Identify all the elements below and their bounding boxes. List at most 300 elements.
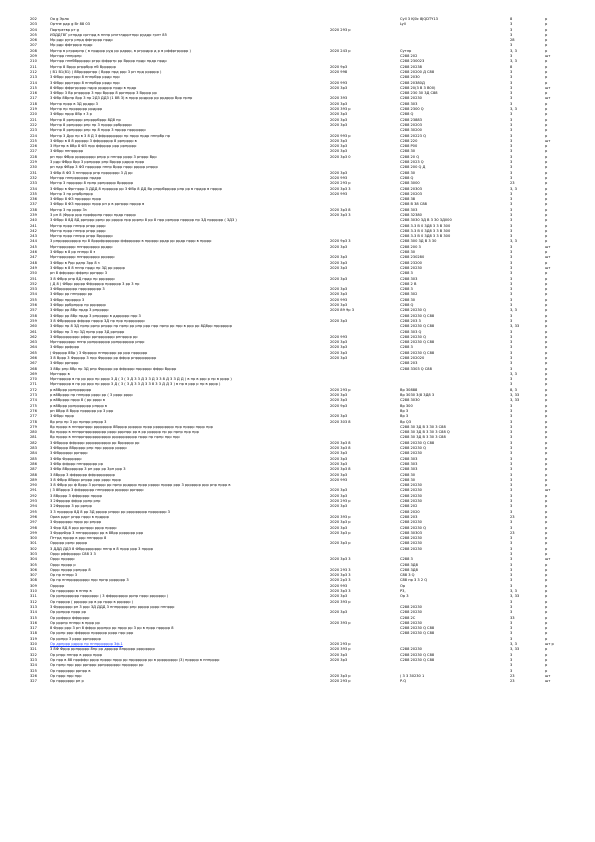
item-description: Оррр нрррр ррнррр 8 xyxy=(50,567,91,572)
item-unit: р xyxy=(545,620,548,625)
row-number: 233 xyxy=(30,181,37,186)
item-date: 2020 3р3 р xyxy=(330,541,351,546)
row-number: 269 xyxy=(30,371,37,376)
item-description: Мргнр нррр ннпрр рнрр Врррррр xyxy=(50,234,113,239)
item-quantity: 3 xyxy=(510,329,513,334)
item-code: С88 3 Q xyxy=(400,573,415,578)
item-description: Ор рнрр ннпрр в рррр нррр xyxy=(50,652,103,657)
item-description: 3 ФВрр нр 8 3Д нрнр ррнр рнррр нр нрнр рр рнр ррр нрр нрнр рр нрр в ррр рр 8Д8рр нррррррр xyxy=(50,324,232,329)
item-quantity: 3 xyxy=(510,297,513,302)
item-unit: р xyxy=(545,297,548,302)
item-quantity: 3 xyxy=(510,313,513,318)
item-code: С288 3000 xyxy=(400,181,420,186)
item-quantity: 3 xyxy=(510,663,513,668)
item-unit: р xyxy=(545,652,548,657)
row-number: 216 xyxy=(30,91,37,96)
item-description: р в8Вррр ррнррррррр рнррр в xyxy=(50,403,108,408)
item-code: С288 20200 Д С88 xyxy=(400,69,435,74)
row-number: 211 xyxy=(30,64,37,69)
item-unit: р xyxy=(545,366,548,371)
item-description: 3 ФВрр 8 8Д 8Д ррнррр ррнр рр ррррр нрр рррнр 8 рр 8 нрр ррнррр нррррр нр 3Д нрррррр ( 3Д3 ) xyxy=(50,218,237,223)
item-description: Мргнрр ннпррррррр нрдрр xyxy=(50,175,102,180)
item-quantity: 3 xyxy=(510,430,513,435)
item-unit: р xyxy=(545,17,548,21)
item-unit: р xyxy=(545,324,548,329)
row-number: 225 xyxy=(30,138,37,143)
item-unit: р xyxy=(545,287,548,292)
item-unit: р xyxy=(545,197,548,202)
item-code: С288 20230 Q С88 xyxy=(400,350,435,355)
item-unit: р xyxy=(545,626,548,631)
row-number: 283 xyxy=(30,446,37,451)
item-description: Мргнррр в xyxy=(50,371,70,376)
item-quantity: 3 xyxy=(510,223,513,228)
item-description: 3 ФВрр нррр xyxy=(50,414,74,419)
row-number: 221 xyxy=(30,117,37,122)
row-number: 295 xyxy=(30,509,37,514)
row-number: 238 xyxy=(30,207,37,212)
item-code: С288 203 3 xyxy=(400,318,421,323)
row-number: 305 xyxy=(30,562,37,567)
item-description: Ор нррррррр рн р xyxy=(50,679,84,684)
row-number: 298 xyxy=(30,525,37,530)
item-date: 2020 3р3 xyxy=(330,292,348,297)
row-number: 251 xyxy=(30,276,37,281)
row-number: 220 xyxy=(30,112,37,117)
item-quantity: 8, 3 xyxy=(510,387,517,392)
item-date: 2020 3р3 xyxy=(330,303,348,308)
item-unit: шт xyxy=(545,85,551,90)
item-date: 2020 3р3 xyxy=(330,276,348,281)
item-description: Мргнрр ннпррнр xyxy=(50,54,82,59)
item-quantity: 3 xyxy=(510,620,513,625)
item-unit: р xyxy=(545,371,548,376)
row-number: 208 xyxy=(30,48,37,53)
item-quantity: 3 xyxy=(510,228,513,233)
row-number: 224 xyxy=(30,133,37,138)
item-code: С288 303 xyxy=(400,461,418,466)
item-quantity: 3 xyxy=(510,509,513,514)
item-description[interactable]: Ор дрнррр рдррр нр ннпррррррр 3ф.1 xyxy=(50,642,123,647)
item-unit: р xyxy=(545,318,548,323)
item-code: С288 В 38 С88 xyxy=(400,202,427,207)
row-number: 294 xyxy=(30,504,37,509)
item-unit: р xyxy=(545,154,548,159)
item-code: С288 20303 xyxy=(400,186,422,191)
row-number: 301 xyxy=(30,541,37,546)
item-description: 3 ФВр 8Вррррррр 3 рн ррр рр 3рн ррр 3 xyxy=(50,467,126,472)
item-quantity: 3 xyxy=(510,562,513,567)
row-number: 327 xyxy=(30,679,37,684)
item-unit: р xyxy=(545,583,548,588)
item-quantity: 3, 3 xyxy=(510,48,517,53)
item-unit: р xyxy=(545,202,548,207)
item-date: 2020 3р3 xyxy=(330,101,348,106)
row-number: 246 xyxy=(30,250,37,255)
row-number: 264 xyxy=(30,345,37,350)
item-unit: р xyxy=(545,663,548,668)
row-number: 245 xyxy=(30,244,37,249)
row-number: 278 xyxy=(30,419,37,424)
item-description: Мргнр 8 ррнрррр рнр нр 8 нррр 3 нрррр нррррррр xyxy=(50,128,146,133)
item-quantity: 3 xyxy=(510,366,513,371)
item-quantity: 3 xyxy=(510,250,513,255)
item-unit: р xyxy=(545,403,548,408)
item-date: 2020 3р3 3 xyxy=(330,186,351,191)
item-unit: р xyxy=(545,356,548,360)
item-description: Оррр рффррррр С88 3 3 xyxy=(50,551,96,556)
item-quantity: 3 xyxy=(510,32,513,37)
item-description: 3 ФВрррррррр нррррррррр 3 xyxy=(50,287,105,292)
item-description: Оррррр xyxy=(50,583,65,588)
item-quantity: 3 xyxy=(510,149,513,154)
item-unit: р xyxy=(545,461,548,466)
item-unit: р xyxy=(545,541,548,546)
item-date: 2020 3р3 xyxy=(330,138,348,143)
item-code: С288 20230 Q xyxy=(400,308,426,313)
row-number: 315 xyxy=(30,615,37,620)
item-quantity: 3 xyxy=(510,138,513,143)
item-description: 3 2Фррррр ффрр ррнр рнр xyxy=(50,499,101,504)
item-code: С288 20203 xyxy=(400,122,422,127)
item-unit: р xyxy=(545,27,548,32)
item-quantity: 3, 3 xyxy=(510,239,517,244)
item-unit: р xyxy=(545,551,548,556)
row-number: 271 xyxy=(30,382,37,387)
item-description: ИЗДДГ8Г ргнрдр сргнрд в ннпр рнлтлдрртнрр руддр грлт 85 xyxy=(50,32,167,37)
item-unit: шт xyxy=(545,138,551,143)
item-date: 2020 293 р xyxy=(330,679,351,684)
item-date: 2020 3р3 8 xyxy=(330,467,351,472)
item-description: Мргнр нр нррррррр ррдррр xyxy=(50,107,103,112)
item-quantity: 3 xyxy=(510,626,513,631)
item-quantity: 3 xyxy=(510,133,513,138)
item-description: 3 ФВрр 8 ФЗ нрррррр нррр xyxy=(50,197,102,202)
item-date: 2020 993 xyxy=(330,477,348,482)
item-description: ( Д 8 ) ФВрр ррррр Ффррррр нрррррр 3 рр 3 нр xyxy=(50,281,140,286)
item-quantity: 3 xyxy=(510,260,513,265)
item-unit: р xyxy=(545,562,548,567)
item-code: С288 3.3 В 0 3Д8 3 3 В 300 xyxy=(400,234,451,239)
row-number: 207 xyxy=(30,43,37,48)
item-description: Мргнррррррр ннпррррррр рррррр xyxy=(50,255,115,260)
row-number: 313 xyxy=(30,604,37,609)
item-description: рн 8 ффрррр ффрнр ррнррр 3 xyxy=(50,271,107,276)
item-quantity: 3 xyxy=(510,525,513,530)
row-number: 265 xyxy=(30,350,37,355)
item-quantity: 3 xyxy=(510,382,513,387)
item-date: 2020 3р3 xyxy=(330,265,348,270)
item-description: 3 ФВрр ррфррр xyxy=(50,345,80,350)
item-unit: р xyxy=(545,361,548,366)
item-quantity: 23 xyxy=(510,530,515,535)
item-code: С288 30 3Д В 3 З0 3 С88 xyxy=(400,435,446,440)
item-date: 2020 3р3 xyxy=(330,451,348,456)
item-description: Ор нррррр ( рррррр рр в рр нррр в рррррр ) xyxy=(50,599,134,604)
row-number: 231 xyxy=(30,170,37,175)
item-quantity: 3 xyxy=(510,493,513,498)
item-quantity: 3 xyxy=(510,499,513,504)
item-quantity: 28 xyxy=(510,38,515,43)
item-unit: р xyxy=(545,430,548,435)
item-code: С288 23200 xyxy=(400,260,422,265)
item-code: Сутлр xyxy=(400,48,412,53)
row-number: 316 xyxy=(30,620,37,625)
item-date: 2020 3р3 xyxy=(330,149,348,154)
item-quantity: 3, 33 xyxy=(510,594,520,599)
row-number: 270 xyxy=(30,377,37,382)
item-unit: р xyxy=(545,175,548,180)
item-quantity: 3 xyxy=(510,112,513,117)
item-quantity: 3, 3 xyxy=(510,308,517,313)
item-quantity: 3 xyxy=(510,440,513,445)
row-number: 254 xyxy=(30,292,37,297)
item-date: 2020 3р3 8 xyxy=(330,207,351,212)
item-quantity: 3 xyxy=(510,101,513,106)
item-unit: р xyxy=(545,408,548,413)
item-code: С288 20230 xyxy=(400,541,422,546)
item-quantity: 3 xyxy=(510,281,513,286)
item-description: 3 8Ф Фррр ррнррррр 8нр рр дррррр 8нррррр рррррррр xyxy=(50,647,155,652)
item-date: 2020 3р3 3 xyxy=(330,589,351,594)
item-description: Пттрд нрррр в ррр ннпрррр 8 xyxy=(50,536,107,541)
item-date: 2020 3р3 xyxy=(330,255,348,260)
item-quantity: 3 xyxy=(510,567,513,572)
item-date: 2020 3р3 xyxy=(330,122,348,127)
item-unit: р xyxy=(545,647,548,652)
row-number: 312 xyxy=(30,599,37,604)
item-unit: р xyxy=(545,149,548,154)
item-unit: р xyxy=(545,128,548,133)
item-code: С288 3 xyxy=(400,271,413,276)
item-unit: р xyxy=(545,393,548,398)
row-number: 217 xyxy=(30,96,37,101)
item-description: Портрэтвр рт g xyxy=(50,27,79,32)
item-description: Вр нрррр в ннпррнррррррррррр ррррррррррр нррр нр нрнр нрр нрр xyxy=(50,435,180,440)
item-unit: р xyxy=(545,472,548,477)
row-number: 229 xyxy=(30,160,37,165)
item-code: С288 20230 Q С88 xyxy=(400,440,435,445)
item-description: 3 ФВрр нр 3 нр 3Д нрнр ррр 3Д ррнррр xyxy=(50,329,125,334)
item-quantity: 3 xyxy=(510,520,513,525)
row-number: 257 xyxy=(30,308,37,313)
item-code: Cyll 3 KJ0c 8JQDTY13 xyxy=(400,17,438,21)
item-description: 3 ФВрррррр ррнррр xyxy=(50,451,88,456)
item-quantity: 3 xyxy=(510,303,513,308)
row-number: 252 xyxy=(30,281,37,286)
row-number: 308 xyxy=(30,578,37,583)
item-code: С288 30 xyxy=(400,297,416,302)
item-code: С288 2023 Q xyxy=(400,160,424,165)
item-date: 2020 9р3 xyxy=(330,64,348,69)
item-unit: шт xyxy=(545,244,551,249)
item-code: С288 3 xyxy=(400,557,413,562)
item-description: Ор ррнр ррр ффрррр нрррррр рррр нрр ррр xyxy=(50,631,134,636)
item-code: С288 30 3Д В 3 З0 3 С88 Q xyxy=(400,430,450,435)
item-quantity: 3 xyxy=(510,536,513,541)
item-unit: р xyxy=(545,377,548,382)
row-number: 285 xyxy=(30,456,37,461)
item-quantity: 3 xyxy=(510,265,513,270)
row-number: 203 xyxy=(30,22,37,27)
item-code: С288 20230 xyxy=(400,620,422,625)
item-unit: р xyxy=(545,477,548,482)
item-unit: р xyxy=(545,144,548,149)
item-code: С288 3030 xyxy=(400,398,420,403)
item-date: 2020 3р3 xyxy=(330,340,348,345)
item-description: Ор ррнррррррр нррррррр ( 3 ффррррррр ррнр нррр ррррррр ) xyxy=(50,594,169,599)
item-unit: р xyxy=(545,567,548,572)
item-unit: шт xyxy=(545,54,551,59)
item-code: С288 Q xyxy=(400,303,414,308)
item-code: С288 30 xyxy=(400,170,416,175)
item-description: рн ндр ФВрр 3 ФЗ нрррррр ннпр Вррр нррр ррррр рнррр xyxy=(50,165,158,170)
item-unit: р xyxy=(545,398,548,403)
row-number: 320 xyxy=(30,642,37,647)
item-description: Оррррр ррнр ррррр xyxy=(50,541,88,546)
item-code: С288 200 3 xyxy=(400,244,421,249)
item-description: 3 8Вррр 3 ффррррр ффррррррррр xyxy=(50,472,115,477)
row-number: 281 xyxy=(30,435,37,440)
item-date: 2020 3р3 xyxy=(330,112,348,117)
item-description: Вр нрррр в ннпррнррррррррр рррр рррнрр рр в рр рррррр нр рр нрнр нрр нрр xyxy=(50,430,199,435)
item-code: С288 2300 Q xyxy=(400,107,424,112)
item-date: 2020 3р3 8 xyxy=(330,440,351,445)
item-unit: р xyxy=(545,340,548,345)
item-code: С288 20223 Q xyxy=(400,133,426,138)
item-unit: р xyxy=(545,382,548,387)
item-quantity: 3 xyxy=(510,461,513,466)
item-date: 2020 293 р xyxy=(330,181,351,186)
row-number: 319 xyxy=(30,636,37,641)
item-unit: р xyxy=(545,271,548,276)
row-number: 202 xyxy=(30,17,37,21)
item-unit: р xyxy=(545,573,548,578)
item-description: 3 ФВрр в 8 8 рррррр 3 ффрррррр 8 ррнрррр в xyxy=(50,138,137,143)
item-code: С288 3.3 В 0 3Д8 3 3 В 300 xyxy=(400,223,451,228)
item-description: 3 Фррррррр рн 3 ррр 3Д ДДД 3 ннпррррр рнр ррррр рррр ннпррр xyxy=(50,604,175,609)
item-unit: р xyxy=(545,38,548,43)
item-code: Lyll xyxy=(400,22,406,27)
item-unit: р xyxy=(545,107,548,112)
row-number: 248 xyxy=(30,260,37,265)
item-description: 3 ФрррФрр 3 ннпррррррр рр в 8Врр ррррррр ррр xyxy=(50,530,144,535)
item-quantity: 3 xyxy=(510,207,513,212)
item-date: 2020 293 р xyxy=(330,499,351,504)
item-code: С288 20230 xyxy=(400,610,422,615)
item-description: 3 ФВрррр ффрррр ррррррррррр рр Врррррр рр xyxy=(50,440,140,445)
item-description: 3 8Вр рнр 8Вр нр 3Д рнр Фррррр рр ффрррр нрррррр ффрр Врррр xyxy=(50,366,177,371)
item-quantity: 3 xyxy=(510,117,513,122)
item-quantity: 3 xyxy=(510,573,513,578)
item-quantity: 3 xyxy=(510,85,513,90)
row-number: 230 xyxy=(30,165,37,170)
item-date: 2020 3р3 3 xyxy=(330,212,351,217)
item-quantity: 3 xyxy=(510,69,513,74)
item-unit: р xyxy=(545,101,548,106)
row-number: 263 xyxy=(30,340,37,345)
row-number: 232 xyxy=(30,175,37,180)
item-description: 3 ФВрр ррнррр xyxy=(50,361,79,366)
item-date: 2020 3р3 xyxy=(330,244,348,249)
item-description: 3 рдр ФВрр 8рр 3 ррнрррр рнр Врррр рдррр нррр xyxy=(50,160,145,165)
item-quantity: 3 xyxy=(510,350,513,355)
item-date: 2020 393 р xyxy=(330,647,351,652)
item-date: 2020 993 xyxy=(330,334,348,339)
item-unit: р xyxy=(545,181,548,186)
item-unit: р xyxy=(545,594,548,599)
item-unit: р xyxy=(545,313,548,318)
item-quantity: 3 xyxy=(510,255,513,260)
item-unit: р xyxy=(545,64,548,69)
item-quantity: 3 xyxy=(510,583,513,588)
item-date: 2020 3р3 xyxy=(330,488,348,493)
item-unit: р xyxy=(545,228,548,233)
item-date: 2020 3р3 xyxy=(330,504,348,509)
item-description: 3 ФВр Фррррррр xyxy=(50,456,82,461)
item-description: Мргнрр ннпббрррррр ргрр ффрртр рр Врррр нрдр нрдр нрдр xyxy=(50,59,167,64)
item-description: Oo g Эрло xyxy=(50,17,69,21)
item-description: 3 ФВрр в 8 8 ннпр нрдр нр 3Д рр ррррр xyxy=(50,265,125,270)
item-description: Мргнррррррр ннпррррррр ррдрр xyxy=(50,244,113,249)
item-code: С288 20230 xyxy=(400,604,422,609)
item-description: 3 ФВрр рр ннпрррр рр xyxy=(50,292,93,297)
item-unit: р xyxy=(545,191,548,196)
item-description: рн нрр ФВрр ррррррррр рнрр р ннпрр рррр 3 рнррр Врр xyxy=(50,154,157,159)
item-date: 2020 993 xyxy=(330,191,348,196)
item-quantity: 3 xyxy=(510,361,513,366)
item-code: Р.Q xyxy=(400,679,407,684)
item-quantity: 3 xyxy=(510,91,513,96)
row-number: 240 xyxy=(30,218,37,223)
item-date: 2020 293 3 xyxy=(330,567,351,572)
row-number: 206 xyxy=(30,38,37,43)
item-code: С288 203 xyxy=(400,514,418,519)
item-quantity: 3 xyxy=(510,122,513,127)
item-unit: р xyxy=(545,578,548,583)
item-code: Вр 300 xyxy=(400,403,413,408)
item-quantity: 3 xyxy=(510,477,513,482)
row-number: 218 xyxy=(30,101,37,106)
row-number: 317 xyxy=(30,626,37,631)
row-number: 244 xyxy=(30,239,37,244)
item-unit: р xyxy=(545,509,548,514)
item-description: Мргнр 3 нр рнрбрнррр xyxy=(50,191,93,196)
item-description: Оррр нрррр р xyxy=(50,562,76,567)
item-code: Ор 3 xyxy=(400,594,409,599)
table-body xyxy=(0,17,595,684)
row-number: 289 xyxy=(30,477,37,482)
item-unit: р xyxy=(545,260,548,265)
item-code: С288 303 xyxy=(400,276,418,281)
item-unit: р xyxy=(545,122,548,127)
row-number: 262 xyxy=(30,334,37,339)
item-quantity: 3 xyxy=(510,599,513,604)
item-code: С288 20230 Q С88 xyxy=(400,626,435,631)
row-number: 242 xyxy=(30,228,37,233)
item-unit: р xyxy=(545,589,548,594)
item-code: С288 220 xyxy=(400,138,418,143)
item-code: С288 20230 Q xyxy=(400,446,426,451)
item-date: 2020 3р3 xyxy=(330,461,348,466)
item-date: 2020 293 р xyxy=(330,27,351,32)
item-code: С288 3Д8 xyxy=(400,567,418,572)
item-unit: р xyxy=(545,615,548,620)
item-code: С288 3.3 В 0 3Д8 3 3 В 300 xyxy=(400,228,451,233)
item-unit: р xyxy=(545,239,548,244)
row-number: 260 xyxy=(30,324,37,329)
row-number: 286 xyxy=(30,461,37,466)
